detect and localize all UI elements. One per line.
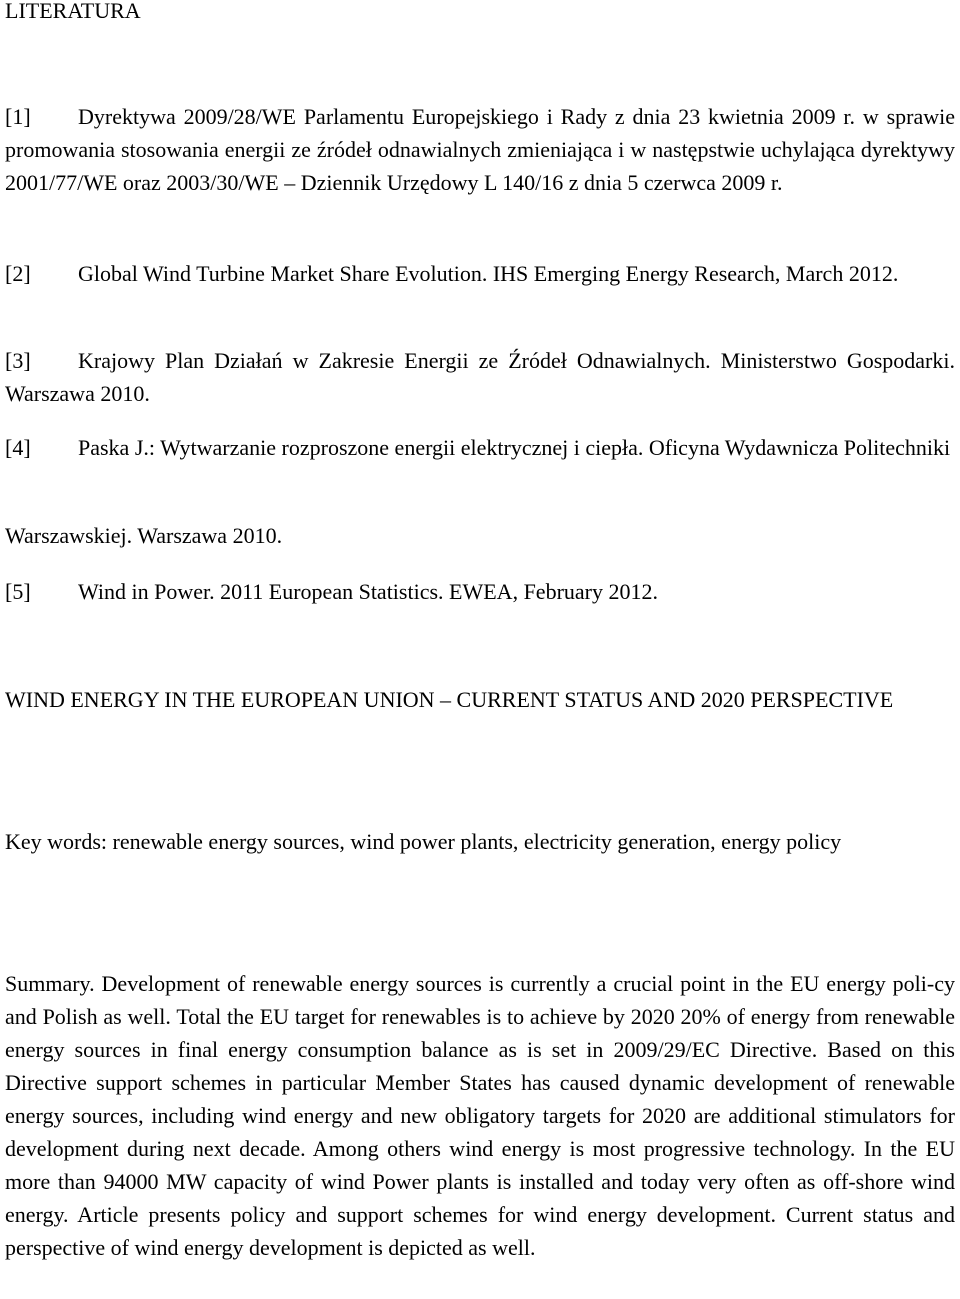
reference-text: Global Wind Turbine Market Share Evolution. IHS Emerging Energy Research, March 2012.	[78, 261, 899, 286]
reference-2	[5, 257, 955, 290]
reference-text: Paska J.: Wytwarzanie rozproszone energii elektrycznej i ciepła. Oficyna Wydawnicza Politechniki	[78, 435, 951, 460]
reference-5	[5, 575, 955, 608]
reference-number: [5]	[5, 579, 31, 604]
section-heading: LITERATURA	[5, 0, 141, 23]
reference-number: [3]	[5, 348, 31, 373]
reference-text: Dyrektywa 2009/28/WE Parlamentu Europejskiego i Rady z dnia 23 kwietnia 2009 r. w sprawie promowania stosowania energii ze źródeł odnawialnych zmieniająca i w następstwie uchylająca dyrektywy 2001/77/WE oraz 2003/30/WE – Dziennik Urzędowy L 140/16 z dnia 5 czerwca 2009 r.	[5, 104, 955, 195]
reference-text: Wind in Power. 2011 European Statistics. EWEA, February 2012.	[78, 579, 658, 604]
reference-number: [4]	[5, 435, 31, 460]
reference-1	[5, 100, 955, 199]
reference-4-continuation: Warszawskiej. Warszawa 2010.	[5, 523, 283, 548]
english-title: WIND ENERGY IN THE EUROPEAN UNION – CURRENT STATUS AND 2020 PERSPECTIVE	[5, 687, 894, 712]
keywords-paragraph: Key words: renewable energy sources, wind power plants, electricity generation, energy policy	[5, 829, 842, 854]
reference-number: [1]	[5, 104, 31, 129]
summary-paragraph: Summary. Development of renewable energy sources is currently a crucial point in the EU energy poli-cy and Polish as well. Total the EU target for renewables is to achieve by 2020 20% of energy from renewable energy sources in final energy consumption balance as is set in 2009/29/EC Directive. Based on this Directive support schemes in particular Member States has caused dynamic development of renewable energy sources, including wind energy and new obligatory targets for 2020 are additional stimulators for development during next decade. Among others wind energy is most progressive technology. In the EU more than 94000 MW capacity of wind Power plants is installed and today very often as off-shore wind energy. Article presents policy and support schemes for wind energy development. Current status and perspective of wind energy development is depicted as well.	[5, 971, 955, 1260]
reference-text: Krajowy Plan Działań w Zakresie Energii ze Źródeł Odnawialnych. Ministerstwo Gospodarki. Warszawa 2010.	[5, 348, 955, 406]
reference-4	[5, 431, 955, 464]
reference-number: [2]	[5, 261, 31, 286]
reference-3	[5, 344, 955, 410]
